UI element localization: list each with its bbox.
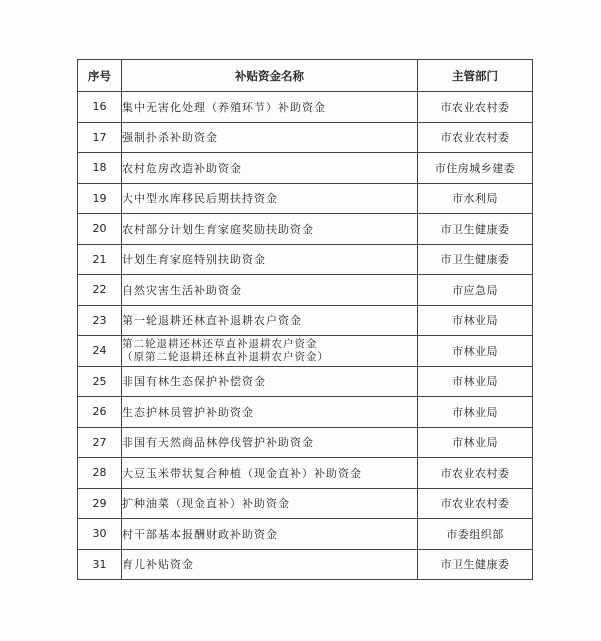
table-row [78,458,533,489]
row-dept: 市林业局 [418,336,533,367]
table-row [78,519,533,550]
row-name-line-2: （原第二轮退耕还林直补退耕农户资金） [122,350,329,363]
table-row [78,366,533,397]
table-row [78,275,533,306]
row-no: 16 [78,92,122,123]
table-row [78,244,533,275]
table-row [78,336,533,367]
row-name [122,336,418,367]
row-name: 强制扑杀补助资金 [122,122,418,153]
row-dept: 市林业局 [418,366,533,397]
row-name: 农村危房改造补助资金 [122,153,418,184]
row-dept: 市住房城乡建委 [418,153,533,184]
row-no: 26 [78,397,122,428]
row-name: 生态护林员管护补助资金 [122,397,418,428]
row-dept: 市农业农村委 [418,122,533,153]
row-no: 27 [78,427,122,458]
row-name: 非国有天然商品林停伐管护补助资金 [122,427,418,458]
row-name: 育儿补贴资金 [122,549,418,580]
row-name: 扩种油菜（现金直补）补助资金 [122,488,418,519]
row-no: 23 [78,305,122,336]
row-name: 大中型水库移民后期扶持资金 [122,183,418,214]
row-no: 24 [78,336,122,367]
row-dept: 市卫生健康委 [418,214,533,245]
row-name-line-1: 第二轮退耕还林还草直补退耕农户资金 [122,337,318,350]
row-dept: 市卫生健康委 [418,549,533,580]
row-no: 19 [78,183,122,214]
row-name: 自然灾害生活补助资金 [122,275,418,306]
row-no: 31 [78,549,122,580]
subsidy-table [77,59,533,580]
row-name: 大豆玉米带状复合种植（现金直补）补助资金 [122,458,418,489]
row-no: 18 [78,153,122,184]
row-no: 25 [78,366,122,397]
row-dept: 市应急局 [418,275,533,306]
table-row [78,183,533,214]
row-dept: 市农业农村委 [418,458,533,489]
row-dept: 市水利局 [418,183,533,214]
row-no: 21 [78,244,122,275]
row-no: 20 [78,214,122,245]
table-row [78,427,533,458]
table-row [78,305,533,336]
row-dept: 市卫生健康委 [418,244,533,275]
row-name: 计划生育家庭特别扶助资金 [122,244,418,275]
table-row [78,92,533,123]
row-no: 30 [78,519,122,550]
table-header-row [78,60,533,92]
table-row [78,214,533,245]
row-no: 28 [78,458,122,489]
table-row [78,549,533,580]
row-dept: 市农业农村委 [418,488,533,519]
row-no: 22 [78,275,122,306]
table-row [78,397,533,428]
row-name: 第一轮退耕还林直补退耕农户资金 [122,305,418,336]
row-dept: 市林业局 [418,397,533,428]
row-name: 农村部分计划生育家庭奖励扶助资金 [122,214,418,245]
header-dept: 主管部门 [418,60,533,92]
table-row [78,488,533,519]
row-dept: 市林业局 [418,427,533,458]
row-dept: 市委组织部 [418,519,533,550]
row-dept: 市林业局 [418,305,533,336]
header-no: 序号 [78,60,122,92]
table-row [78,153,533,184]
row-name: 非国有林生态保护补偿资金 [122,366,418,397]
row-dept: 市农业农村委 [418,92,533,123]
row-name: 集中无害化处理（养殖环节）补助资金 [122,92,418,123]
row-no: 17 [78,122,122,153]
row-no: 29 [78,488,122,519]
table-row [78,122,533,153]
header-name: 补贴资金名称 [122,60,418,92]
row-name: 村干部基本报酬财政补助资金 [122,519,418,550]
